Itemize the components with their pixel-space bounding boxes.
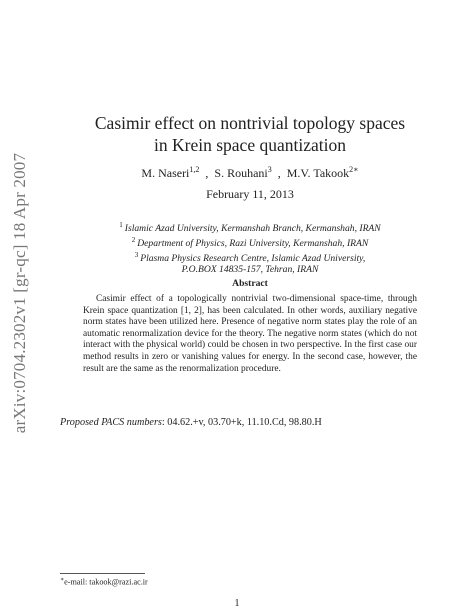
arxiv-identifier-text: arXiv:0704.2302v1 [gr-qc] 18 Apr 2007	[10, 152, 29, 434]
paper-date: February 11, 2013	[206, 187, 294, 201]
affiliation-text: Department of Physics, Razi University, Kermanshah, IRAN	[137, 237, 369, 249]
paper-title-line-2: in Krein space quantization	[154, 135, 346, 155]
affiliation-marker: 2	[131, 235, 136, 244]
footnote	[60, 575, 148, 588]
paper-title-line-1: Casimir effect on nontrivial topology spaces	[94, 113, 406, 133]
pacs-values: 04.62.+v, 03.70+k, 11.10.Cd, 98.80.H	[167, 417, 322, 428]
author-separator: ,	[202, 166, 212, 180]
author-list	[60, 162, 440, 181]
author-affiliation-marker: 2∗	[349, 165, 359, 174]
footnote-divider	[60, 573, 145, 574]
footnote-marker: ∗	[60, 577, 65, 583]
affiliation-item	[80, 250, 420, 265]
affiliation-text: Plasma Physics Research Centre, Islamic Azad University,	[140, 252, 366, 264]
author-separator: ,	[274, 166, 284, 180]
page-number: 1	[234, 598, 240, 609]
author-name: S. Rouhani	[214, 166, 268, 180]
affiliation-item	[80, 235, 420, 250]
affiliation-text: Islamic Azad University, Kermanshah Branch, Kermanshah, IRAN	[124, 223, 381, 235]
pacs-line	[60, 416, 440, 429]
affiliation-marker: 1	[119, 221, 123, 229]
abstract-heading: Abstract	[232, 278, 268, 289]
affiliation-item	[80, 264, 420, 276]
author-affiliation-marker: 1,2	[189, 165, 200, 174]
affiliation-list	[80, 220, 420, 276]
arxiv-identifier-stamp	[5, 152, 35, 434]
paper-title	[60, 112, 440, 156]
affiliation-marker: 3	[134, 250, 139, 259]
pacs-label: Proposed PACS numbers	[60, 417, 162, 428]
affiliation-text: P.O.BOX 14835-157, Tehran, IRAN	[181, 264, 319, 276]
affiliation-item	[80, 220, 420, 235]
author-name: M. Naseri	[141, 166, 190, 180]
pacs-colon: :	[161, 417, 168, 428]
abstract-body: Casimir effect of a topologically nontrivial two-dimensional space-time, through Krein space quantization [1, 2], has been calculated. In other words, auxiliary negative norm states have been utilized here. Presence of negative norm states play the role of an automatic renormalization device for the theory. The negative norm states (which do not interact with the physical world) could be chosen in two perspective. In the first case our method results in zero or vanishing values for energy. In the second case, however, the result are the same as the renormalization procedure.	[83, 294, 417, 374]
author-affiliation-marker: 3	[267, 165, 272, 174]
author-name: M.V. Takook	[286, 166, 350, 180]
footnote-text: e-mail: takook@razi.ac.ir	[64, 577, 148, 587]
